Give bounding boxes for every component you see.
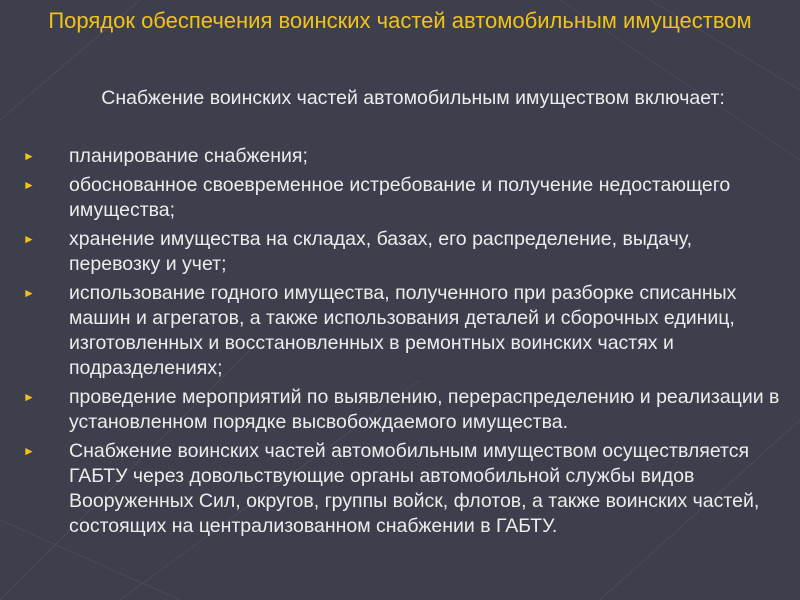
list-item-text: планирование снабжения;	[69, 145, 308, 167]
bullet-arrow-icon: ►	[23, 178, 35, 192]
list-item-text: проведение мероприятий по выявлению, перераспределению и реализации в установленном порядке высвобождаемого имущества.	[69, 386, 780, 433]
list-item-text: хранение имущества на складах, базах, его распределение, выдачу, перевозку и учет;	[69, 228, 693, 275]
list-item	[0, 227, 800, 277]
bullet-arrow-icon: ►	[23, 232, 35, 246]
bullet-arrow-icon: ►	[23, 149, 35, 163]
list-item-text: использование годного имущества, полученного при разборке списанных машин и агрегатов, а также использования деталей и сборочных единиц, изготовленных и восстановленных в ремонтных воинских частях и подразделениях;	[69, 282, 737, 379]
list-item	[0, 385, 800, 435]
intro-text: Снабжение воинских частей автомобильным имуществом включает:	[101, 87, 725, 109]
list-item-text: Снабжение воинских частей автомобильным имуществом осуществляется ГАБТУ через довольствующие органы автомобильной службы видов Вооруженных Сил, округов, группы войск, флотов, а также воинских частей, состоящих на централизованном снабжении в ГАБТУ.	[69, 440, 760, 537]
list-item	[0, 281, 800, 381]
slide-title: Порядок обеспечения воинских частей автомобильным имуществом	[48, 8, 752, 33]
list-item	[0, 439, 800, 539]
list-item-text: обоснованное своевременное истребование и получение недостающего имущества;	[69, 174, 731, 221]
bullet-arrow-icon: ►	[23, 286, 35, 300]
bullet-arrow-icon: ►	[23, 444, 35, 458]
list-item	[0, 144, 800, 169]
bullet-arrow-icon: ►	[23, 390, 35, 404]
bullet-list	[0, 144, 800, 543]
list-item	[0, 173, 800, 223]
